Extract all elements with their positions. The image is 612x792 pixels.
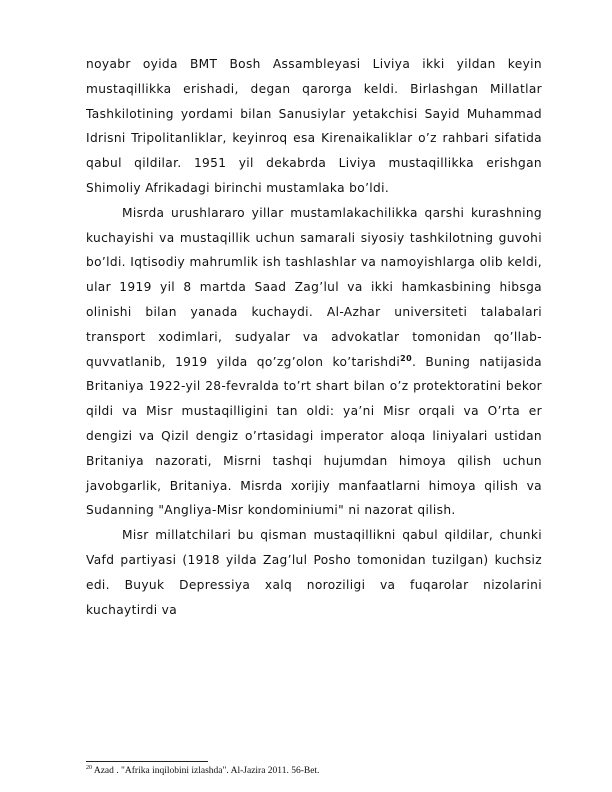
- paragraph-libya: noyabr oyida BMT Bosh Assambleyasi Liviya ikki yildan keyin mustaqillikka erishadi, degan qarorga keldi. Birlashgan Millatlar Tashkilotining yordami bilan Sanusiylar yetakchisi Sayid Muhammad Idrisni Tripolitanliklar, keyinroq esa Kirenaikaliklar o’z rahbari sifatida qabul qildilar. 1951 yil dekabrda Liviya mustaqillikka erishgan Shimoliy Afrikadagi birinchi mustamlaka bo’ldi.: [86, 57, 542, 195]
- paragraph-egypt-interwar: [86, 201, 542, 523]
- footnote-text: Azad . "Afrika inqilobini izlashda". Al-Jazira 2011. 56-Bet.: [92, 766, 320, 776]
- paragraph-egypt-nationalists: Misr millatchilari bu qisman mustaqillikni qabul qildilar, chunki Vafd partiyasi (1918 yilda Zag’lul Posho tomonidan tuzilgan) kuchsiz edi. Buyuk Depressiya xalq noroziligi va fuqarolar nizolarini kuchaytirdi va: [86, 528, 542, 617]
- footnote-separator: [86, 761, 208, 762]
- footnote-number: 20: [86, 764, 92, 771]
- paragraph-text-after-ref: . Buning natijasida Britaniya 1922-yil 28-fevralda to’rt shart bilan o’z protektoratini bekor qildi va Misr mustaqilligini tan oldi: ya’ni Misr orqali va O’rta er dengizi va Qizil dengiz o’rtasidagi imperator aloqa liniyalari ustidan Britaniya nazorati, Misrni tashqi hujumdan himoya qilish uchun javobgarlik, Britaniya. Misrda xorijiy manfaatlarni himoya qilish va Sudanning "Angliya-Misr kondominiumi" ni nazorat qilish.: [86, 354, 542, 518]
- document-body: [86, 52, 542, 622]
- footnote: [86, 765, 542, 777]
- paragraph-text-before-ref: Misrda urushlararo yillar mustamlakachilikka qarshi kurashning kuchayishi va mustaqillik uchun samarali siyosiy tashkilotning guvohi bo’ldi. Iqtisodiy mahrumlik ish tashlashlar va namoyishlarga olib keldi, ular 1919 yil 8 martda Saad Zag’lul va ikki hamkasbining hibsga olinishi bilan yanada kuchaydi. Al-Azhar universiteti talabalari transport xodimlari, sudyalar va advokatlar tomonidan qo’llab-quvvatlanib, 1919 yilda qo’zg’olon ko’tarishdi: [86, 205, 542, 369]
- footnote-reference[interactable]: 20: [400, 353, 413, 363]
